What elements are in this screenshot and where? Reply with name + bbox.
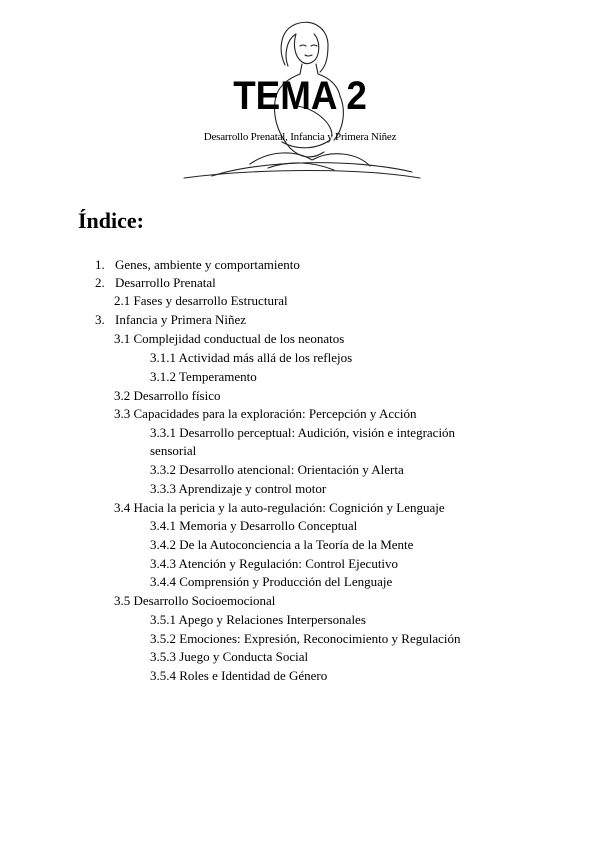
toc-entry <box>150 611 366 629</box>
toc-entry-text: 3.5.2 Emociones: Expresión, Reconocimiento y Regulación <box>150 631 461 646</box>
toc-entry-number: 2. <box>95 275 105 290</box>
toc-entry <box>114 330 344 348</box>
toc-entry-text: Desarrollo Prenatal <box>115 275 216 290</box>
header <box>0 0 600 190</box>
toc-entry <box>150 461 404 479</box>
toc-entry-text: sensorial <box>150 443 197 458</box>
toc-entry-text: 3.4.2 De la Autoconciencia a la Teoría de la Mente <box>150 537 414 552</box>
toc-entry <box>95 311 246 329</box>
toc-entry <box>150 630 461 648</box>
toc-entry-text: 3.4.3 Atención y Regulación: Control Ejecutivo <box>150 556 399 571</box>
toc-entry <box>95 274 216 292</box>
toc-entry-text: 3.3 Capacidades para la exploración: Percepción y Acción <box>114 406 417 421</box>
toc-entry-text: 3.5.3 Juego y Conducta Social <box>150 649 309 664</box>
toc-entry-number: 3. <box>95 312 105 327</box>
toc-entry <box>150 648 308 666</box>
toc-entry <box>114 387 221 405</box>
toc-entry-text: 3.4 Hacia la pericia y la auto-regulación: Cognición y Lenguaje <box>114 500 445 515</box>
toc-entry-text: 3.3.2 Desarrollo atencional: Orientación y Alerta <box>150 462 404 477</box>
toc-entry <box>150 536 413 554</box>
toc-entry-text: 3.4.4 Comprensión y Producción del Lenguaje <box>150 574 393 589</box>
document-subtitle: Desarrollo Prenatal, Infancia y Primera Niñez <box>203 131 397 143</box>
toc-entry <box>150 442 196 460</box>
toc-entry <box>150 368 257 386</box>
toc-entry <box>114 592 275 610</box>
toc-entry-text: 3.4.1 Memoria y Desarrollo Conceptual <box>150 518 358 533</box>
index-heading: Índice: <box>78 208 144 233</box>
toc-entry <box>150 517 357 535</box>
toc-entry-text: 3.5 Desarrollo Socioemocional <box>114 593 276 608</box>
toc-entry-text: Infancia y Primera Niñez <box>115 312 247 327</box>
toc-entry-text: 3.3.3 Aprendizaje y control motor <box>150 481 327 496</box>
document-title: TEMA 2 <box>233 74 367 118</box>
toc-entry <box>114 405 417 423</box>
toc-entry <box>150 555 398 573</box>
toc-entry <box>150 424 455 442</box>
toc-entry <box>150 667 327 685</box>
toc-entry <box>150 480 326 498</box>
toc-entry <box>150 349 352 367</box>
toc-entry-text: 3.5.4 Roles e Identidad de Género <box>150 668 328 683</box>
toc-entry <box>114 292 288 310</box>
toc-entry-text: 2.1 Fases y desarrollo Estructural <box>114 293 288 308</box>
toc-entry-text: 3.2 Desarrollo físico <box>114 388 221 403</box>
toc-entry <box>150 573 392 591</box>
toc-entry-text: 3.1.1 Actividad más allá de los reflejos <box>150 350 353 365</box>
toc-entry-text: Genes, ambiente y comportamiento <box>115 257 300 272</box>
toc-entry-text: 3.1 Complejidad conductual de los neonatos <box>114 331 345 346</box>
toc-entry-number: 1. <box>95 257 105 272</box>
toc-entry-text: 3.3.1 Desarrollo perceptual: Audición, visión e integración <box>150 425 456 440</box>
toc-entry <box>114 499 445 517</box>
toc-entry-text: 3.1.2 Temperamento <box>150 369 257 384</box>
toc-entry <box>95 256 300 274</box>
toc-entry-text: 3.5.1 Apego y Relaciones Interpersonales <box>150 612 366 627</box>
